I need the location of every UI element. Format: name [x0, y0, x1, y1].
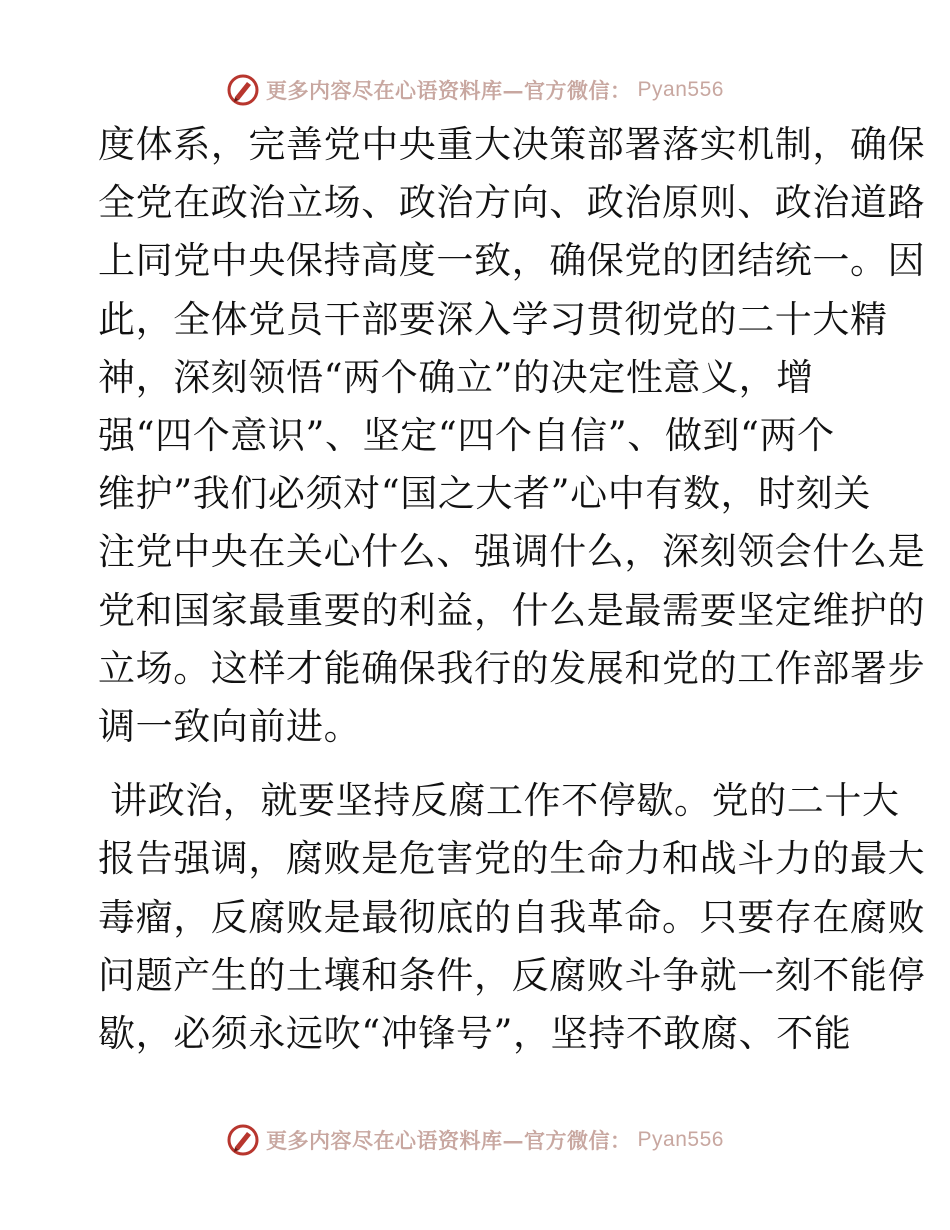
header-watermark: [0, 70, 950, 110]
pen-circle-logo-icon: [226, 1123, 260, 1157]
text-line: 度体系，完善党中央重大决策部署落实机制，确保: [98, 123, 926, 166]
text-line: 此，全体党员干部要深入学习贯彻党的二十大精: [98, 297, 888, 341]
text-line: 调一致向前进。: [98, 705, 362, 749]
text-line: 讲政治，就要坚持反腐工作不停歇。党的二十大: [110, 779, 900, 823]
text-line: 注党中央在关心什么、强调什么，深刻领会什么是: [98, 530, 926, 574]
watermark-text: 更多内容尽在心语资料库—官方微信：: [266, 1128, 632, 1153]
watermark-id: Pyan556: [637, 1128, 724, 1151]
watermark-id: Pyan556: [637, 78, 724, 101]
text-line: 上同党中央保持高度一致，确保党的团结统一。因: [98, 239, 926, 283]
pen-circle-logo-icon: [226, 73, 260, 107]
text-line: 毒瘤，反腐败是最彻底的自我革命。只要存在腐败: [98, 895, 926, 939]
document-body: [98, 116, 926, 1063]
watermark-text: 更多内容尽在心语资料库—官方微信：: [266, 78, 632, 103]
text-line: 报告强调，腐败是危害党的生命力和战斗力的最大: [98, 837, 926, 881]
text-line: 立场。这样才能确保我行的发展和党的工作部署步: [98, 646, 926, 690]
text-line: 党和国家最重要的利益，什么是最需要坚定维护的: [98, 588, 926, 632]
text-line: 歇，必须永远吹“冲锋号”，坚持不敢腐、不能: [98, 1012, 852, 1056]
paragraph-1: [98, 116, 926, 756]
text-line: 神，深刻领悟“两个确立”的决定性意义，增: [98, 355, 814, 399]
text-line: 强“四个意识”、坚定“四个自信”、做到“两个: [98, 414, 835, 458]
text-line: 维护”我们必须对“国之大者”心中有数，时刻关: [98, 472, 871, 516]
paragraph-2: [98, 772, 926, 1063]
footer-watermark: [0, 1120, 950, 1160]
text-line: 问题产生的土壤和条件，反腐败斗争就一刻不能停: [98, 953, 926, 997]
text-line: 全党在政治立场、政治方向、政治原则、政治道路: [98, 181, 926, 225]
